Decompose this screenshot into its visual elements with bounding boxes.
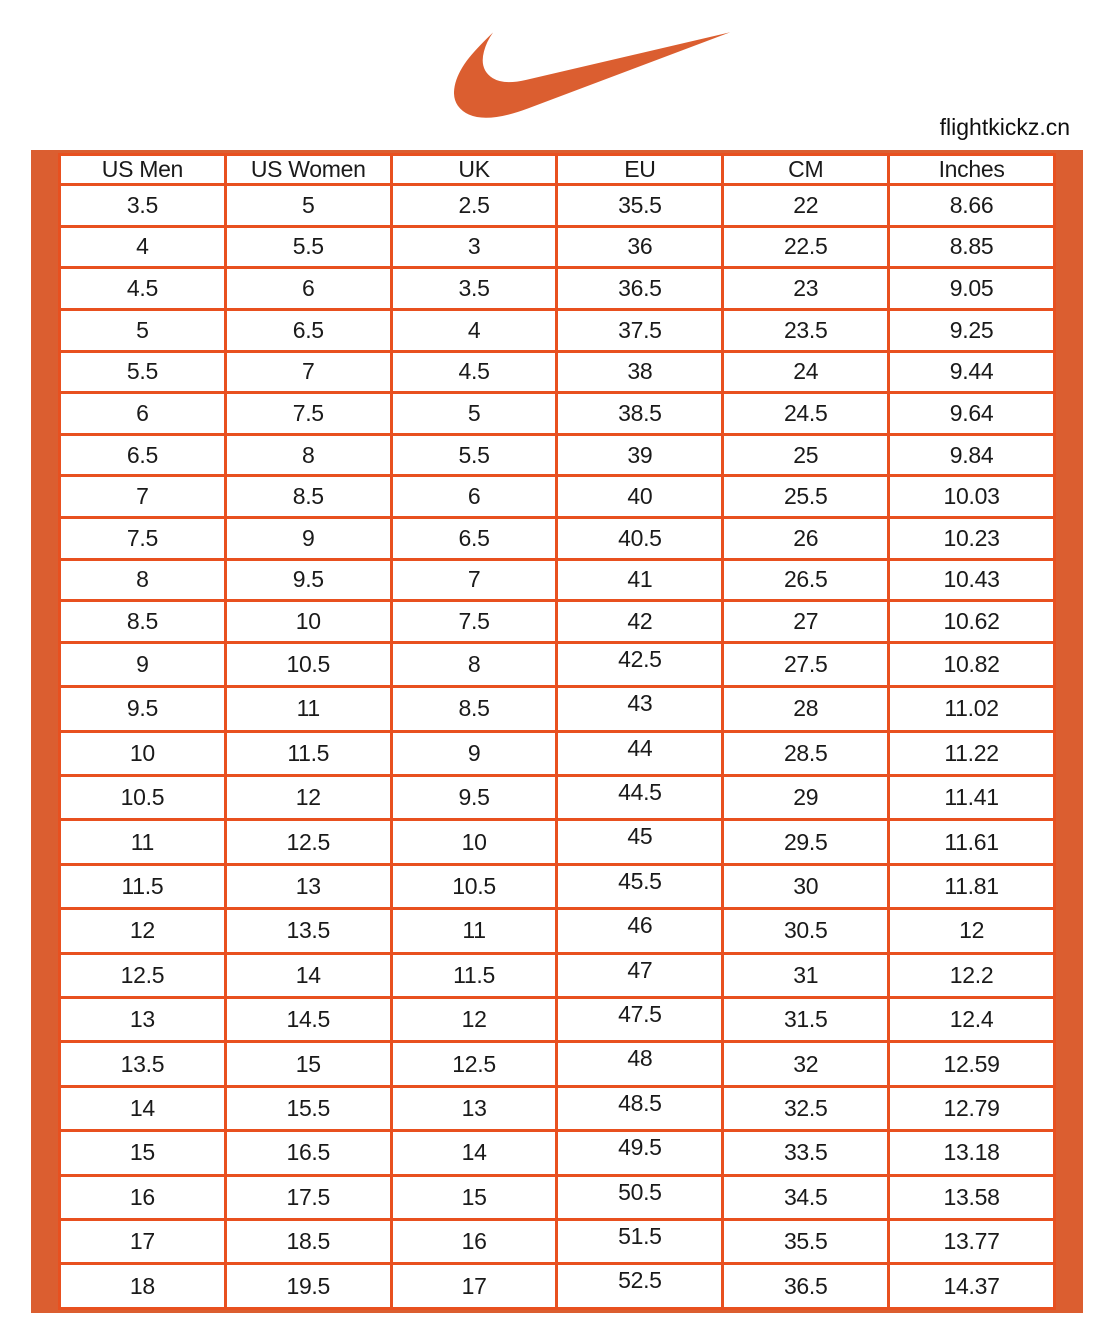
header-cell: EU: [557, 155, 723, 185]
size-cell: 13.77: [889, 1219, 1055, 1263]
table-row: [60, 268, 1055, 310]
size-cell: 11.5: [225, 731, 391, 775]
size-cell: 8.85: [889, 226, 1055, 268]
size-cell: 9: [60, 642, 226, 686]
size-cell: 10.62: [889, 601, 1055, 643]
size-cell: 12.79: [889, 1086, 1055, 1130]
size-cell: 17.5: [225, 1175, 391, 1219]
size-cell: 9.5: [225, 559, 391, 601]
size-cell: 50.5: [557, 1175, 723, 1219]
size-cell: 22.5: [723, 226, 889, 268]
size-cell: 8.66: [889, 185, 1055, 227]
size-cell: 2.5: [391, 185, 557, 227]
size-cell: 7.5: [391, 601, 557, 643]
size-cell: 10.82: [889, 642, 1055, 686]
size-cell: 33.5: [723, 1131, 889, 1175]
table-row: [60, 1219, 1055, 1263]
size-cell: 23: [723, 268, 889, 310]
size-cell: 12: [60, 909, 226, 953]
table-row: [60, 1131, 1055, 1175]
size-cell: 17: [60, 1219, 226, 1263]
size-conversion-table: [58, 153, 1056, 1310]
size-cell: 18.5: [225, 1219, 391, 1263]
size-cell: 13.58: [889, 1175, 1055, 1219]
size-cell: 42.5: [557, 642, 723, 686]
size-cell: 7: [391, 559, 557, 601]
size-cell: 10.43: [889, 559, 1055, 601]
size-cell: 7.5: [60, 518, 226, 560]
size-cell: 17: [391, 1264, 557, 1309]
size-cell: 30.5: [723, 909, 889, 953]
size-cell: 29.5: [723, 820, 889, 864]
size-cell: 12: [391, 998, 557, 1042]
size-cell: 8: [225, 434, 391, 476]
table-row: [60, 776, 1055, 820]
size-cell: 44: [557, 731, 723, 775]
size-cell: 45: [557, 820, 723, 864]
size-cell: 27: [723, 601, 889, 643]
size-cell: 3: [391, 226, 557, 268]
size-cell: 9.05: [889, 268, 1055, 310]
size-cell: 16: [391, 1219, 557, 1263]
size-cell: 9.64: [889, 393, 1055, 435]
size-cell: 52.5: [557, 1264, 723, 1309]
size-cell: 14: [60, 1086, 226, 1130]
size-cell: 12: [889, 909, 1055, 953]
size-cell: 40.5: [557, 518, 723, 560]
size-cell: 7: [225, 351, 391, 393]
size-cell: 19.5: [225, 1264, 391, 1309]
size-cell: 13.5: [60, 1042, 226, 1086]
size-cell: 16: [60, 1175, 226, 1219]
size-cell: 22: [723, 185, 889, 227]
size-cell: 9: [391, 731, 557, 775]
size-cell: 42: [557, 601, 723, 643]
size-cell: 28.5: [723, 731, 889, 775]
size-cell: 39: [557, 434, 723, 476]
size-cell: 10: [60, 731, 226, 775]
table-row: [60, 731, 1055, 775]
table-row: [60, 1042, 1055, 1086]
table-row: [60, 820, 1055, 864]
header-cell: Inches: [889, 155, 1055, 185]
size-cell: 5: [60, 309, 226, 351]
size-cell: 11: [60, 820, 226, 864]
size-cell: 12.4: [889, 998, 1055, 1042]
table-row: [60, 998, 1055, 1042]
size-cell: 11.41: [889, 776, 1055, 820]
size-cell: 10: [225, 601, 391, 643]
size-cell: 8.5: [60, 601, 226, 643]
size-cell: 25: [723, 434, 889, 476]
table-row: [60, 1175, 1055, 1219]
size-cell: 15.5: [225, 1086, 391, 1130]
table-row: [60, 953, 1055, 997]
size-cell: 15: [60, 1131, 226, 1175]
size-cell: 36.5: [723, 1264, 889, 1309]
size-cell: 11: [391, 909, 557, 953]
table-row: [60, 518, 1055, 560]
size-cell: 5: [225, 185, 391, 227]
size-cell: 10.23: [889, 518, 1055, 560]
table-row: [60, 309, 1055, 351]
size-cell: 30: [723, 864, 889, 908]
size-cell: 29: [723, 776, 889, 820]
size-cell: 9.25: [889, 309, 1055, 351]
size-cell: 13: [60, 998, 226, 1042]
size-cell: 47: [557, 953, 723, 997]
header-row: [60, 155, 1055, 185]
size-cell: 10: [391, 820, 557, 864]
size-cell: 41: [557, 559, 723, 601]
size-cell: 24: [723, 351, 889, 393]
size-cell: 12: [225, 776, 391, 820]
size-cell: 35.5: [557, 185, 723, 227]
size-cell: 12.5: [391, 1042, 557, 1086]
size-cell: 48: [557, 1042, 723, 1086]
header-cell: US Women: [225, 155, 391, 185]
size-cell: 14.5: [225, 998, 391, 1042]
size-cell: 37.5: [557, 309, 723, 351]
header-cell: UK: [391, 155, 557, 185]
size-cell: 6.5: [225, 309, 391, 351]
header-cell: US Men: [60, 155, 226, 185]
size-cell: 51.5: [557, 1219, 723, 1263]
table-row: [60, 434, 1055, 476]
size-cell: 10.5: [391, 864, 557, 908]
size-cell: 34.5: [723, 1175, 889, 1219]
size-cell: 8: [391, 642, 557, 686]
size-cell: 11: [225, 687, 391, 731]
size-cell: 38.5: [557, 393, 723, 435]
size-cell: 11.61: [889, 820, 1055, 864]
size-cell: 45.5: [557, 864, 723, 908]
size-cell: 48.5: [557, 1086, 723, 1130]
size-cell: 4.5: [60, 268, 226, 310]
size-cell: 31.5: [723, 998, 889, 1042]
size-cell: 11.81: [889, 864, 1055, 908]
size-cell: 13.18: [889, 1131, 1055, 1175]
header-cell: CM: [723, 155, 889, 185]
size-cell: 5: [391, 393, 557, 435]
size-cell: 9.84: [889, 434, 1055, 476]
size-cell: 36: [557, 226, 723, 268]
size-cell: 9.5: [391, 776, 557, 820]
table-row: [60, 687, 1055, 731]
size-cell: 13.5: [225, 909, 391, 953]
size-cell: 47.5: [557, 998, 723, 1042]
size-cell: 44.5: [557, 776, 723, 820]
table-row: [60, 185, 1055, 227]
size-cell: 5.5: [391, 434, 557, 476]
size-cell: 31: [723, 953, 889, 997]
size-cell: 12.2: [889, 953, 1055, 997]
size-cell: 4: [391, 309, 557, 351]
size-cell: 6: [225, 268, 391, 310]
size-cell: 4.5: [391, 351, 557, 393]
size-cell: 10.03: [889, 476, 1055, 518]
size-cell: 11.5: [60, 864, 226, 908]
size-cell: 13: [225, 864, 391, 908]
size-cell: 26.5: [723, 559, 889, 601]
size-cell: 23.5: [723, 309, 889, 351]
size-cell: 10.5: [60, 776, 226, 820]
size-cell: 8.5: [225, 476, 391, 518]
size-cell: 5.5: [60, 351, 226, 393]
size-cell: 16.5: [225, 1131, 391, 1175]
table-row: [60, 351, 1055, 393]
size-cell: 9.44: [889, 351, 1055, 393]
size-cell: 14.37: [889, 1264, 1055, 1309]
size-cell: 26: [723, 518, 889, 560]
size-cell: 10.5: [225, 642, 391, 686]
size-cell: 8.5: [391, 687, 557, 731]
size-cell: 6: [391, 476, 557, 518]
table-row: [60, 642, 1055, 686]
size-cell: 7.5: [225, 393, 391, 435]
size-cell: 3.5: [60, 185, 226, 227]
size-cell: 35.5: [723, 1219, 889, 1263]
size-cell: 11.02: [889, 687, 1055, 731]
table-row: [60, 393, 1055, 435]
size-table-frame: [31, 150, 1083, 1313]
size-cell: 43: [557, 687, 723, 731]
table-row: [60, 864, 1055, 908]
size-cell: 40: [557, 476, 723, 518]
table-row: [60, 559, 1055, 601]
size-cell: 24.5: [723, 393, 889, 435]
size-cell: 9.5: [60, 687, 226, 731]
size-cell: 15: [391, 1175, 557, 1219]
size-cell: 32.5: [723, 1086, 889, 1130]
size-cell: 15: [225, 1042, 391, 1086]
size-cell: 13: [391, 1086, 557, 1130]
size-cell: 9: [225, 518, 391, 560]
size-cell: 36.5: [557, 268, 723, 310]
table-row: [60, 1086, 1055, 1130]
size-cell: 4: [60, 226, 226, 268]
size-cell: 14: [391, 1131, 557, 1175]
size-cell: 46: [557, 909, 723, 953]
nike-swoosh-icon: [454, 18, 732, 132]
size-cell: 12.5: [225, 820, 391, 864]
size-cell: 6.5: [391, 518, 557, 560]
table-row: [60, 226, 1055, 268]
size-cell: 25.5: [723, 476, 889, 518]
watermark-text: flightkickz.cn: [939, 114, 1070, 140]
size-cell: 8: [60, 559, 226, 601]
size-cell: 11.22: [889, 731, 1055, 775]
size-cell: 6.5: [60, 434, 226, 476]
size-cell: 27.5: [723, 642, 889, 686]
size-cell: 49.5: [557, 1131, 723, 1175]
size-cell: 38: [557, 351, 723, 393]
size-cell: 18: [60, 1264, 226, 1309]
size-cell: 7: [60, 476, 226, 518]
table-row: [60, 476, 1055, 518]
size-cell: 5.5: [225, 226, 391, 268]
size-cell: 28: [723, 687, 889, 731]
size-cell: 6: [60, 393, 226, 435]
table-row: [60, 909, 1055, 953]
size-cell: 12.5: [60, 953, 226, 997]
size-cell: 32: [723, 1042, 889, 1086]
size-cell: 11.5: [391, 953, 557, 997]
table-row: [60, 1264, 1055, 1309]
size-cell: 3.5: [391, 268, 557, 310]
size-cell: 14: [225, 953, 391, 997]
size-cell: 12.59: [889, 1042, 1055, 1086]
table-row: [60, 601, 1055, 643]
